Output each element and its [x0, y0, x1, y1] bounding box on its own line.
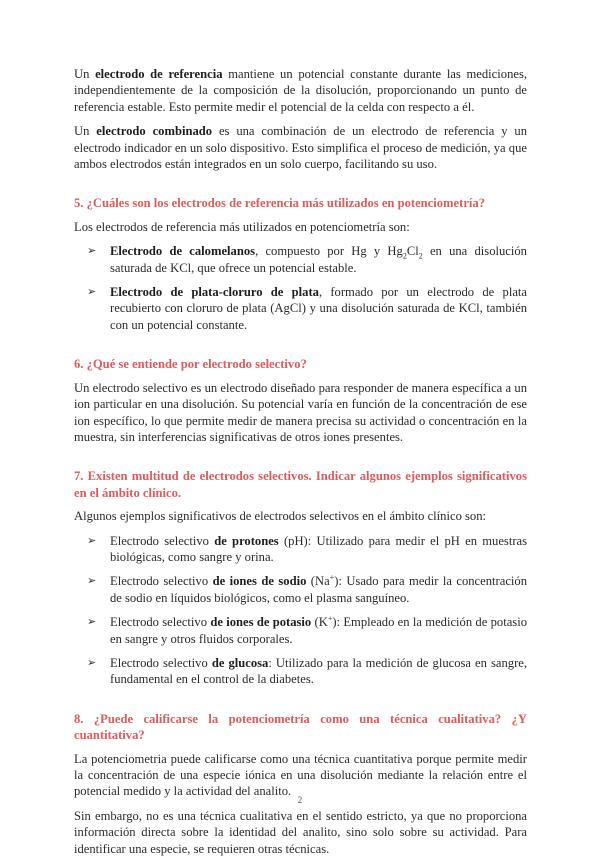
list-item: [87, 573, 528, 606]
subscript: 2: [418, 251, 423, 261]
section-intro: Los electrodos de referencia más utilizados en potenciometría son:: [74, 219, 410, 234]
list-item: [87, 533, 528, 566]
bold-term: de protones: [214, 533, 279, 548]
bold-term: de glucosa: [211, 655, 269, 670]
arrow-bullet-icon: ➢: [87, 286, 97, 299]
bullet-list: [74, 243, 527, 333]
section-5: [74, 195, 527, 333]
text: (K: [311, 615, 328, 630]
list-item: [87, 655, 527, 688]
list-item: [87, 284, 527, 333]
text: Un: [74, 124, 97, 139]
arrow-bullet-icon: ➢: [87, 245, 97, 258]
section-6: [74, 356, 527, 445]
text: mantiene un potencial constante durante las mediciones, independientemente de la composición de la disolución, proporcionando un punto de referencia estable. Esto permite medir el potencial de la celda con respecto a él.: [74, 67, 527, 114]
bold-term: de iones de sodio: [212, 574, 307, 589]
text: ): Usado para medir la concentración de sodio en líquidos biológicos, como el plasma sanguíneo.: [110, 574, 528, 605]
text: Electrodo selectivo: [110, 655, 212, 670]
section-heading: 7. Existen multitud de electrodos selectivos. Indicar algunos ejemplos significativos en el ámbito clínico.: [74, 469, 527, 500]
section-text: Un electrodo selectivo es un electrodo diseñado para responder de manera específica a un ion particular en una disolución. Su potencial varía en función de la concentración de ese ion específico, lo que permite medir de manera precisa su actividad o concentración en la muestra, sin interferencias significativas de otros iones presentes.: [74, 380, 527, 444]
section-intro: Algunos ejemplos significativos de electrodos selectivos en el ámbito clínico son:: [74, 509, 487, 524]
list-item: [87, 243, 527, 276]
bullet-list: [74, 533, 527, 688]
arrow-bullet-icon: ➢: [87, 575, 97, 588]
text: ): Empleado en la medición de potasio en sangre y otros fluidos corporales.: [110, 615, 528, 646]
bold-term: electrodo de referencia: [95, 67, 223, 81]
paragraph-combined-electrode: [74, 123, 527, 172]
paragraph-reference-electrode: [74, 66, 527, 115]
text: es una combinación de un electrodo de referencia y un electrodo indicador en un solo dispositivo. Esto simplifica el proceso de medición, ya que ambos electrodos están integrados en un solo cuerpo, facilitando su uso.: [74, 124, 528, 172]
arrow-bullet-icon: ➢: [87, 616, 97, 629]
section-text: Sin embargo, no es una técnica cualitativa en el sentido estricto, ya que no proporciona información directa sobre la identidad del analito, sino solo sobre su actividad. Para identificar una especie, se requieren otras técnicas.: [74, 808, 527, 856]
section-text: La potenciometria puede calificarse como una técnica cuantitativa porque permite medir la concentración de una especie iónica en una disolución mediante la relación entre el potencial medido y la actividad del analito.: [74, 751, 527, 799]
text: Electrodo selectivo: [110, 533, 215, 548]
text: (Na: [306, 574, 330, 589]
subscript: 2: [402, 251, 407, 261]
text: Cl: [406, 244, 419, 259]
bold-term: Electrodo de calomelanos: [110, 244, 256, 259]
arrow-bullet-icon: ➢: [87, 534, 97, 547]
page-number: 2: [297, 795, 303, 805]
section-heading: 8. ¿Puede calificarse la potenciometría como una técnica cualitativa? ¿Y cuantitativa?: [74, 711, 527, 743]
section-7: [74, 468, 527, 687]
text: Electrodo selectivo: [110, 574, 213, 589]
bold-term: electrodo combinado: [96, 124, 213, 139]
text: , compuesto por Hg y Hg: [255, 244, 403, 259]
text: , formado por un electrodo de plata recubierto con cloruro de plata (AgCl) y una disolución saturada de KCl, también con un potencial constante.: [110, 285, 527, 332]
list-item: [87, 613, 528, 647]
arrow-bullet-icon: ➢: [87, 656, 97, 669]
section-heading: 5. ¿Cuáles son los electrodos de referencia más utilizados en potenciometría?: [74, 196, 485, 211]
text: (pH): Utilizado para medir el pH en muestras biológicas, como sangre y orina.: [110, 533, 528, 564]
bold-term: de iones de potasio: [210, 615, 312, 630]
superscript: +: [329, 573, 335, 583]
superscript: +: [327, 613, 333, 623]
section-8: [74, 711, 527, 857]
bold-term: Electrodo de plata-cloruro de plata: [110, 285, 319, 300]
text: : Utilizado para la medición de glucosa en sangre, fundamental en el control de la diabetes.: [110, 655, 527, 687]
text: en una disolución saturada de KCl, que ofrece un potencial estable.: [110, 244, 527, 275]
section-heading: 6. ¿Qué se entiende por electrodo selectivo?: [74, 357, 307, 372]
text: Electrodo selectivo: [110, 615, 211, 630]
document-page: [74, 66, 527, 865]
text: Un: [74, 67, 96, 81]
